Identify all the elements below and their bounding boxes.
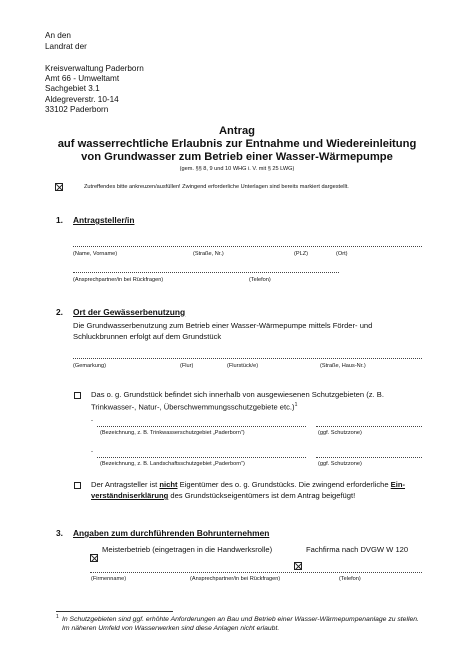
address-line: Sachgebiet 3.1 xyxy=(45,84,100,93)
address-line: 33102 Paderborn xyxy=(45,105,109,114)
option-label: Meisterbetrieb (eingetragen in die Handwerksrolle) xyxy=(102,545,273,554)
field-caption: (Firmenname) xyxy=(91,576,127,582)
field-caption: (Straße, Nr.) xyxy=(193,251,224,257)
protected-area-text: Das o. g. Grundstück befindet sich innerhalb von ausgewiesenen Schutzgebieten (z. B. Trinkwasser-, Natur-, Überschwemmungsschutzgebiete etc.)$^1$ xyxy=(91,390,384,412)
location-text: Die Grundwasserbenutzung zum Betrieb einer Wasser-Wärmepumpe mittels Förder- und Schluckbrunnen erfolgt auf dem Grundstück xyxy=(73,321,373,341)
address-line: Landrat der xyxy=(45,42,87,51)
legal-basis: (gem. §§ 8, 9 und 10 WHG i. V. mit § 25 LWG) xyxy=(179,166,295,172)
section-heading: Ort der Gewässerbenutzung xyxy=(73,307,186,317)
address-line: An den xyxy=(45,31,71,40)
field-caption: (Ort) xyxy=(336,251,348,257)
instruction-text: Zutreffendes bitte ankreuzen/ausfüllen! Zwingend erforderliche Unterlagen sind bereits markiert dargestellt. xyxy=(84,184,349,190)
not-owner-checkbox[interactable] xyxy=(74,482,81,489)
section-number: 3. xyxy=(56,528,63,538)
zone1-zone-line[interactable] xyxy=(316,426,422,427)
field-caption: (Flurstück/e) xyxy=(227,363,259,369)
drilling-company-line[interactable] xyxy=(90,572,422,573)
field-caption: (Gemarkung) xyxy=(73,363,106,369)
bullet: - xyxy=(91,449,93,455)
address-line: Kreisverwaltung Paderborn xyxy=(45,64,144,73)
field-caption: (PLZ) xyxy=(294,251,308,257)
address-line: Aldegreverstr. 10-14 xyxy=(45,95,119,104)
document-title-line3: von Grundwasser zum Betrieb einer Wasser-Wärmepumpe xyxy=(81,151,393,163)
document-title-line2: auf wasserrechtliche Erlaubnis zur Entnahme und Wiedereinleitung xyxy=(57,138,417,150)
section-number: 2. xyxy=(56,307,63,317)
field-caption: (ggf. Schutzzone) xyxy=(318,461,362,467)
field-caption: (Ansprechpartner/in bei Rückfragen) xyxy=(73,277,164,283)
field-caption: (Telefon) xyxy=(339,576,361,582)
field-caption: (Ansprechpartner/in bei Rückfragen) xyxy=(190,576,281,582)
field-caption: (Bezeichnung, z. B. Landschaftsschutzgebiet „Paderborn“) xyxy=(100,461,245,467)
field-caption: (Bezeichnung, z. B. Trinkwasserschutzgebiet „Paderborn“) xyxy=(100,430,245,436)
zone2-name-line[interactable] xyxy=(97,457,306,458)
dvgw-firm-checkbox[interactable] xyxy=(294,562,302,570)
applicant-line-2[interactable] xyxy=(73,272,339,273)
owner-consent-text: Der Antragsteller ist nicht Eigentümer des o. g. Grundstücks. Die zwingend erforderliche Ein-verständniserklärung des Grundstückseigentümers ist dem Antrag beigefügt! xyxy=(91,480,406,500)
field-caption: (Flur) xyxy=(180,363,194,369)
section-heading: Angaben zum durchführenden Bohrunternehmen xyxy=(73,528,270,538)
field-caption: (Telefon) xyxy=(249,277,271,283)
field-caption: (ggf. Schutzzone) xyxy=(318,430,362,436)
applicant-line-1[interactable] xyxy=(73,246,422,247)
protected-area-checkbox[interactable] xyxy=(74,392,81,399)
footnote-divider xyxy=(56,611,173,612)
section-heading: Antragsteller/in xyxy=(73,215,135,225)
option-label: Fachfirma nach DVGW W 120 xyxy=(306,545,409,554)
footnote-text: In Schutzgebieten sind ggf. erhöhte Anforderungen an Bau und Betrieb einer Wasser-Wärmepumpenanlage zu stellen. Im näheren Umfeld von Wasserwerken sind diese Anlagen nicht erlaubt. xyxy=(62,616,419,632)
zone1-name-line[interactable] xyxy=(97,426,306,427)
footnote-marker: 1 xyxy=(56,614,59,620)
address-line: Amt 66 - Umweltamt xyxy=(45,74,120,83)
parcel-line[interactable] xyxy=(73,358,422,359)
field-caption: (Name, Vorname) xyxy=(73,251,118,257)
bullet: - xyxy=(91,418,93,424)
zone2-zone-line[interactable] xyxy=(316,457,422,458)
checked-box-icon xyxy=(55,183,63,191)
field-caption: (Straße, Haus-Nr.) xyxy=(320,363,366,369)
master-business-checkbox[interactable] xyxy=(90,554,98,562)
document-title: Antrag xyxy=(218,125,256,137)
section-number: 1. xyxy=(56,215,63,225)
